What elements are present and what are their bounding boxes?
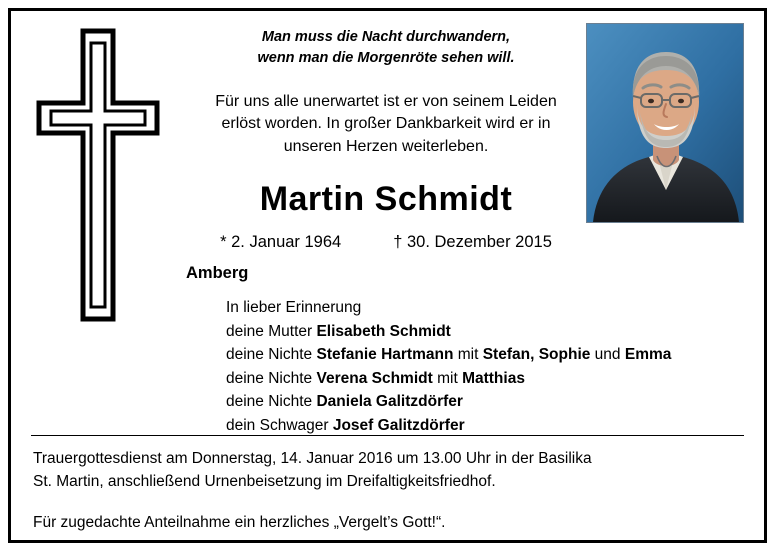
city: Amberg bbox=[186, 264, 249, 282]
family-connector: mit bbox=[453, 346, 483, 364]
family-name: Stefan, Sophie bbox=[482, 346, 591, 364]
christian-cross-icon bbox=[33, 25, 163, 325]
family-connector: und bbox=[590, 346, 625, 364]
family-line bbox=[226, 343, 671, 367]
family-name: Matthias bbox=[462, 369, 525, 387]
service-line-2: St. Martin, anschließend Urnenbeisetzung im Dreifaltigkeitsfriedhof. bbox=[33, 473, 496, 491]
family-relation: dein Schwager bbox=[226, 416, 333, 434]
motto-line-2: wenn man die Morgenröte sehen will. bbox=[257, 50, 515, 67]
death-date: † 30. Dezember 2015 bbox=[393, 233, 552, 252]
card-content bbox=[11, 11, 764, 540]
deceased-name: Martin Schmidt bbox=[259, 180, 513, 219]
family-relation: deine Nichte bbox=[226, 346, 317, 364]
service-details bbox=[33, 447, 742, 534]
motto bbox=[171, 27, 601, 69]
motto-line-1: Man muss die Nacht durchwandern, bbox=[261, 29, 511, 45]
birth-date: * 2. Januar 1964 bbox=[220, 233, 342, 252]
memorial-text-column bbox=[171, 21, 601, 252]
family-name: Josef Galitzdörfer bbox=[332, 416, 465, 434]
family-line bbox=[226, 367, 671, 391]
portrait-photo bbox=[586, 23, 744, 223]
family-name: Elisabeth Schmidt bbox=[316, 322, 451, 340]
family-name: Emma bbox=[624, 346, 672, 364]
family-name: Stefanie Hartmann bbox=[316, 346, 454, 364]
family-intro: In lieber Erinnerung bbox=[226, 299, 362, 316]
eulogy-line-2: erlöst worden. In großer Dankbarkeit wird er in bbox=[221, 115, 551, 133]
family-relation: deine Nichte bbox=[226, 393, 317, 411]
family-name: Verena Schmidt bbox=[316, 369, 433, 387]
family-relation: deine Nichte bbox=[226, 369, 317, 387]
service-line-1: Trauergottesdienst am Donnerstag, 14. Januar 2016 um 13.00 Uhr in der Basilika bbox=[33, 450, 592, 467]
section-divider bbox=[31, 435, 744, 436]
family-line bbox=[226, 320, 671, 344]
family-name: Daniela Galitzdörfer bbox=[316, 393, 463, 411]
thanks-note: Für zugedachte Anteilnahme ein herzliches „Vergelt’s Gott!“. bbox=[33, 513, 446, 531]
eulogy-line-1: Für uns alle unerwartet ist er von seinem Leiden bbox=[215, 93, 557, 111]
family-line bbox=[226, 390, 671, 414]
family-relation: deine Mutter bbox=[226, 322, 317, 340]
eulogy bbox=[171, 91, 601, 158]
family-list bbox=[226, 296, 671, 437]
family-connector: mit bbox=[432, 369, 463, 387]
eulogy-line-3: unseren Herzen weiterleben. bbox=[283, 137, 489, 155]
family-line bbox=[226, 414, 671, 438]
life-dates bbox=[171, 233, 601, 252]
